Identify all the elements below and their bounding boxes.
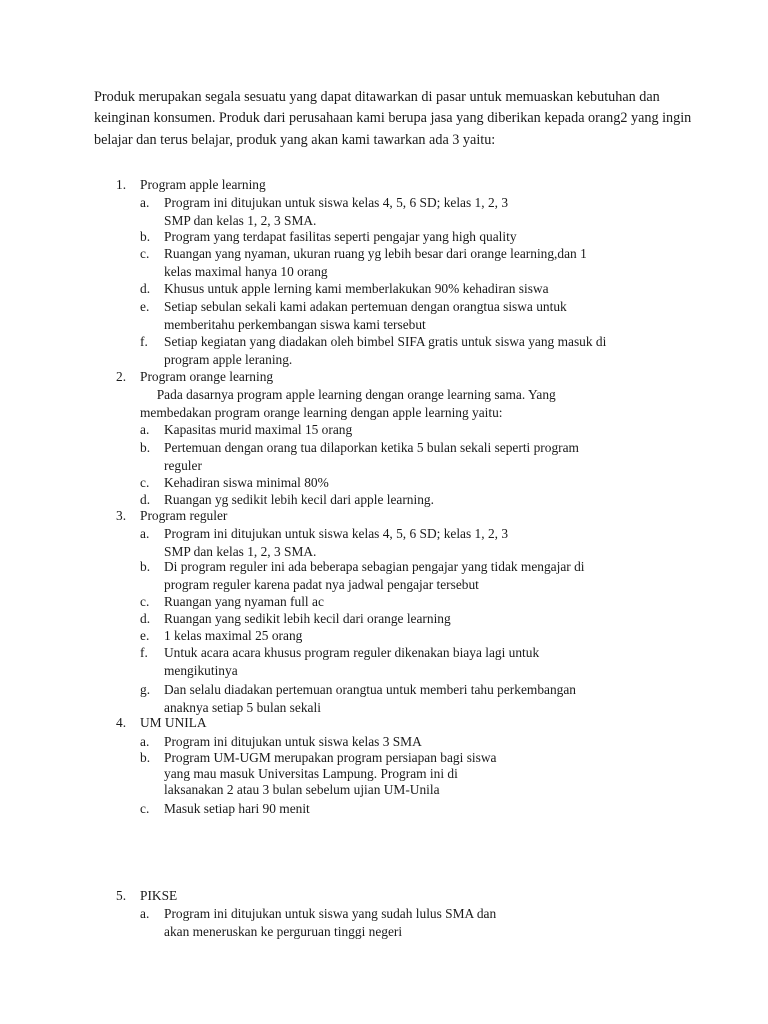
- sub-letter: c.: [140, 246, 150, 261]
- sub-letter: a.: [140, 526, 150, 541]
- intro-paragraph: Produk merupakan segala sesuatu yang dapat ditawarkan di pasar untuk memuaskan kebutuhan dan keinginan konsumen. Produk dari perusahaan kami berupa jasa yang diberikan kepada orang2 yang ingin belajar dan terus belajar, produk yang akan kami tawarkan ada 3 yaitu:: [94, 89, 692, 148]
- sub-text: Dan selalu diadakan pertemuan orangtua untuk memberi tahu perkembangan anaknya setiap 5 bulan sekali: [164, 682, 576, 715]
- sub-text: Program ini ditujukan untuk siswa kelas 3 SMA: [164, 734, 422, 749]
- sub-letter: d.: [140, 492, 151, 507]
- sub-letter: b.: [140, 440, 151, 455]
- sub-letter: c.: [140, 801, 150, 816]
- list-number: 1.: [116, 177, 127, 192]
- sub-letter: a.: [140, 906, 150, 921]
- sub-letter: b.: [140, 229, 151, 244]
- sub-letter: d.: [140, 281, 151, 296]
- sub-letter: b.: [140, 559, 151, 574]
- list-title: UM UNILA: [140, 715, 207, 730]
- list-number: 2.: [116, 369, 127, 384]
- sub-text: Program ini ditujukan untuk siswa yang sudah lulus SMA dan akan meneruskan ke perguruan tinggi negeri: [164, 906, 497, 939]
- sub-letter: f.: [140, 645, 148, 660]
- list-number: 4.: [116, 715, 127, 730]
- sub-text: Kapasitas murid maximal 15 orang: [164, 422, 353, 437]
- sub-text: Ruangan yang sedikit lebih kecil dari orange learning: [164, 611, 451, 626]
- list-title: Program orange learning: [140, 369, 274, 384]
- sub-letter: a.: [140, 422, 150, 437]
- sub-text: Di program reguler ini ada beberapa sebagian pengajar yang tidak mengajar di program reguler karena padat nya jadwal pengajar tersebut: [164, 559, 585, 592]
- sub-text: Program ini ditujukan untuk siswa kelas 4, 5, 6 SD; kelas 1, 2, 3 SMP dan kelas 1, 2, 3 SMA.: [164, 195, 509, 228]
- sub-letter: e.: [140, 299, 150, 314]
- list-title: Program reguler: [140, 508, 228, 523]
- sub-letter: g.: [140, 682, 151, 697]
- sub-text: Ruangan yang nyaman full ac: [164, 594, 324, 609]
- sub-letter: b.: [140, 750, 151, 765]
- list-number: 3.: [116, 508, 127, 523]
- sub-text: Untuk acara acara khusus program reguler dikenakan biaya lagi untuk mengikutinya: [164, 645, 540, 678]
- sub-text: Program yang terdapat fasilitas seperti pengajar yang high quality: [164, 229, 517, 244]
- sub-text: Setiap kegiatan yang diadakan oleh bimbel SIFA gratis untuk siswa yang masuk di program apple leraning.: [164, 334, 607, 367]
- item-paragraph: Pada dasarnya program apple learning dengan orange learning sama. Yang membedakan program orange learning dengan apple learning yaitu:: [140, 387, 556, 420]
- sub-text: Masuk setiap hari 90 menit: [164, 801, 310, 816]
- sub-text: Program UM-UGM merupakan program persiapan bagi siswa yang mau masuk Universitas Lampung. Program ini di laksanakan 2 atau 3 bulan sebelum ujian UM-Unila: [164, 750, 497, 797]
- list-title: Program apple learning: [140, 177, 266, 192]
- sub-text: Khusus untuk apple lerning kami memberlakukan 90% kehadiran siswa: [164, 281, 549, 296]
- sub-letter: d.: [140, 611, 151, 626]
- sub-text: Program ini ditujukan untuk siswa kelas 4, 5, 6 SD; kelas 1, 2, 3 SMP dan kelas 1, 2, 3 SMA.: [164, 526, 509, 559]
- sub-text: Setiap sebulan sekali kami adakan pertemuan dengan orangtua siswa untuk memberitahu perkembangan siswa kami tersebut: [164, 299, 567, 332]
- list-number: 5.: [116, 888, 127, 903]
- list-title: PIKSE: [140, 888, 178, 903]
- sub-letter: e.: [140, 628, 150, 643]
- sub-text: Kehadiran siswa minimal 80%: [164, 475, 329, 490]
- sub-letter: c.: [140, 594, 150, 609]
- sub-text: Pertemuan dengan orang tua dilaporkan ketika 5 bulan sekali seperti program reguler: [164, 440, 579, 473]
- sub-letter: c.: [140, 475, 150, 490]
- sub-text: 1 kelas maximal 25 orang: [164, 628, 303, 643]
- sub-text: Ruangan yg sedikit lebih kecil dari apple learning.: [164, 492, 434, 507]
- sub-letter: a.: [140, 734, 150, 749]
- sub-letter: f.: [140, 334, 148, 349]
- sub-letter: a.: [140, 195, 150, 210]
- sub-text: Ruangan yang nyaman, ukuran ruang yg lebih besar dari orange learning,dan 1 kelas maximal hanya 10 orang: [164, 246, 587, 279]
